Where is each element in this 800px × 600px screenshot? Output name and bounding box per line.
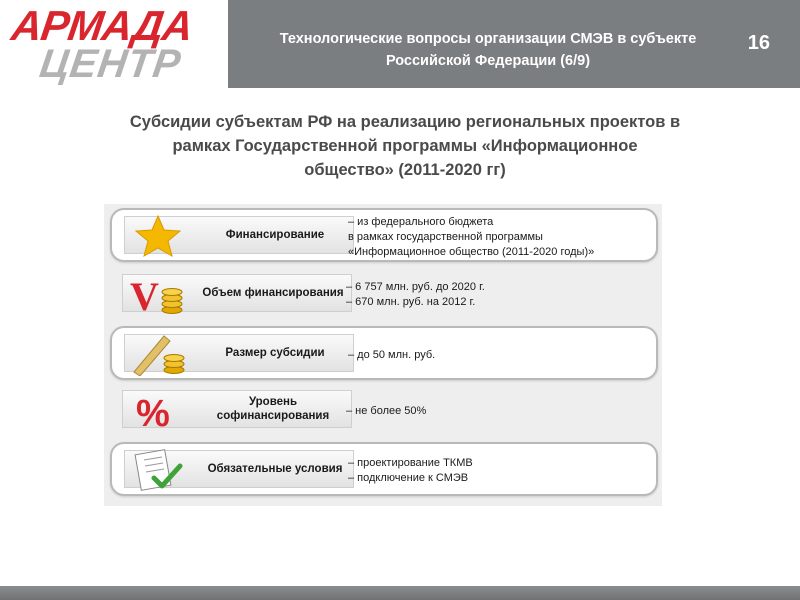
row-description <box>348 214 660 260</box>
desc-line: – 6 757 млн. руб. до 2020 г. <box>346 281 485 293</box>
header-title: Технологические вопросы организации СМЭВ в субъекте Российской Федерации (6/9) <box>279 31 697 69</box>
svg-text:V: V <box>130 274 159 316</box>
slide-subtitle <box>60 110 750 182</box>
percent-icon <box>126 388 186 432</box>
row-label: Уровень софинансирования <box>216 396 330 422</box>
star-icon <box>128 214 188 258</box>
logo-line2: ЦЕНТР <box>36 42 185 86</box>
row-label: Финансирование <box>225 229 325 241</box>
desc-line: в рамках государственной программы <box>348 230 543 243</box>
subtitle-line1: Субсидии субъектам РФ на реализацию региональных проектов в <box>129 113 681 131</box>
v-coins-icon <box>126 272 186 316</box>
desc-line: – 670 млн. руб. на 2012 г. <box>346 296 476 308</box>
ruler-coins-icon <box>128 332 188 376</box>
desc-line: – проектирование ТКМВ <box>348 457 473 469</box>
row-conditions <box>110 442 658 496</box>
desc-line: – из федерального бюджета <box>348 215 494 228</box>
row-cofinancing <box>110 384 658 438</box>
checklist-icon <box>128 448 188 492</box>
logo <box>0 0 228 88</box>
subtitle-line3: общество» (2011-2020 гг) <box>304 161 506 179</box>
desc-line: «Информационное общество (2011-2020 годы)» <box>348 245 595 258</box>
row-volume <box>110 268 658 322</box>
row-description <box>346 388 658 434</box>
subtitle-line2: рамках Государственной программы «Информационное <box>172 137 638 155</box>
page-number: 16 <box>747 32 770 54</box>
svg-text:%: % <box>136 393 170 432</box>
row-description <box>348 448 660 494</box>
desc-line: – не более 50% <box>346 404 427 417</box>
desc-line: – подключение к СМЭВ <box>348 472 469 484</box>
logo-line1: АРМАДА <box>8 2 196 49</box>
footer-bar <box>0 586 800 600</box>
row-description <box>348 332 660 378</box>
row-label: Размер субсидии <box>225 347 325 359</box>
row-label: Обязательные условия <box>207 463 343 475</box>
row-financing <box>110 208 658 262</box>
row-label: Объем финансирования <box>202 287 344 299</box>
row-description <box>346 272 658 318</box>
desc-line: – до 50 млн. руб. <box>348 348 436 361</box>
row-subsidy-size <box>110 326 658 380</box>
